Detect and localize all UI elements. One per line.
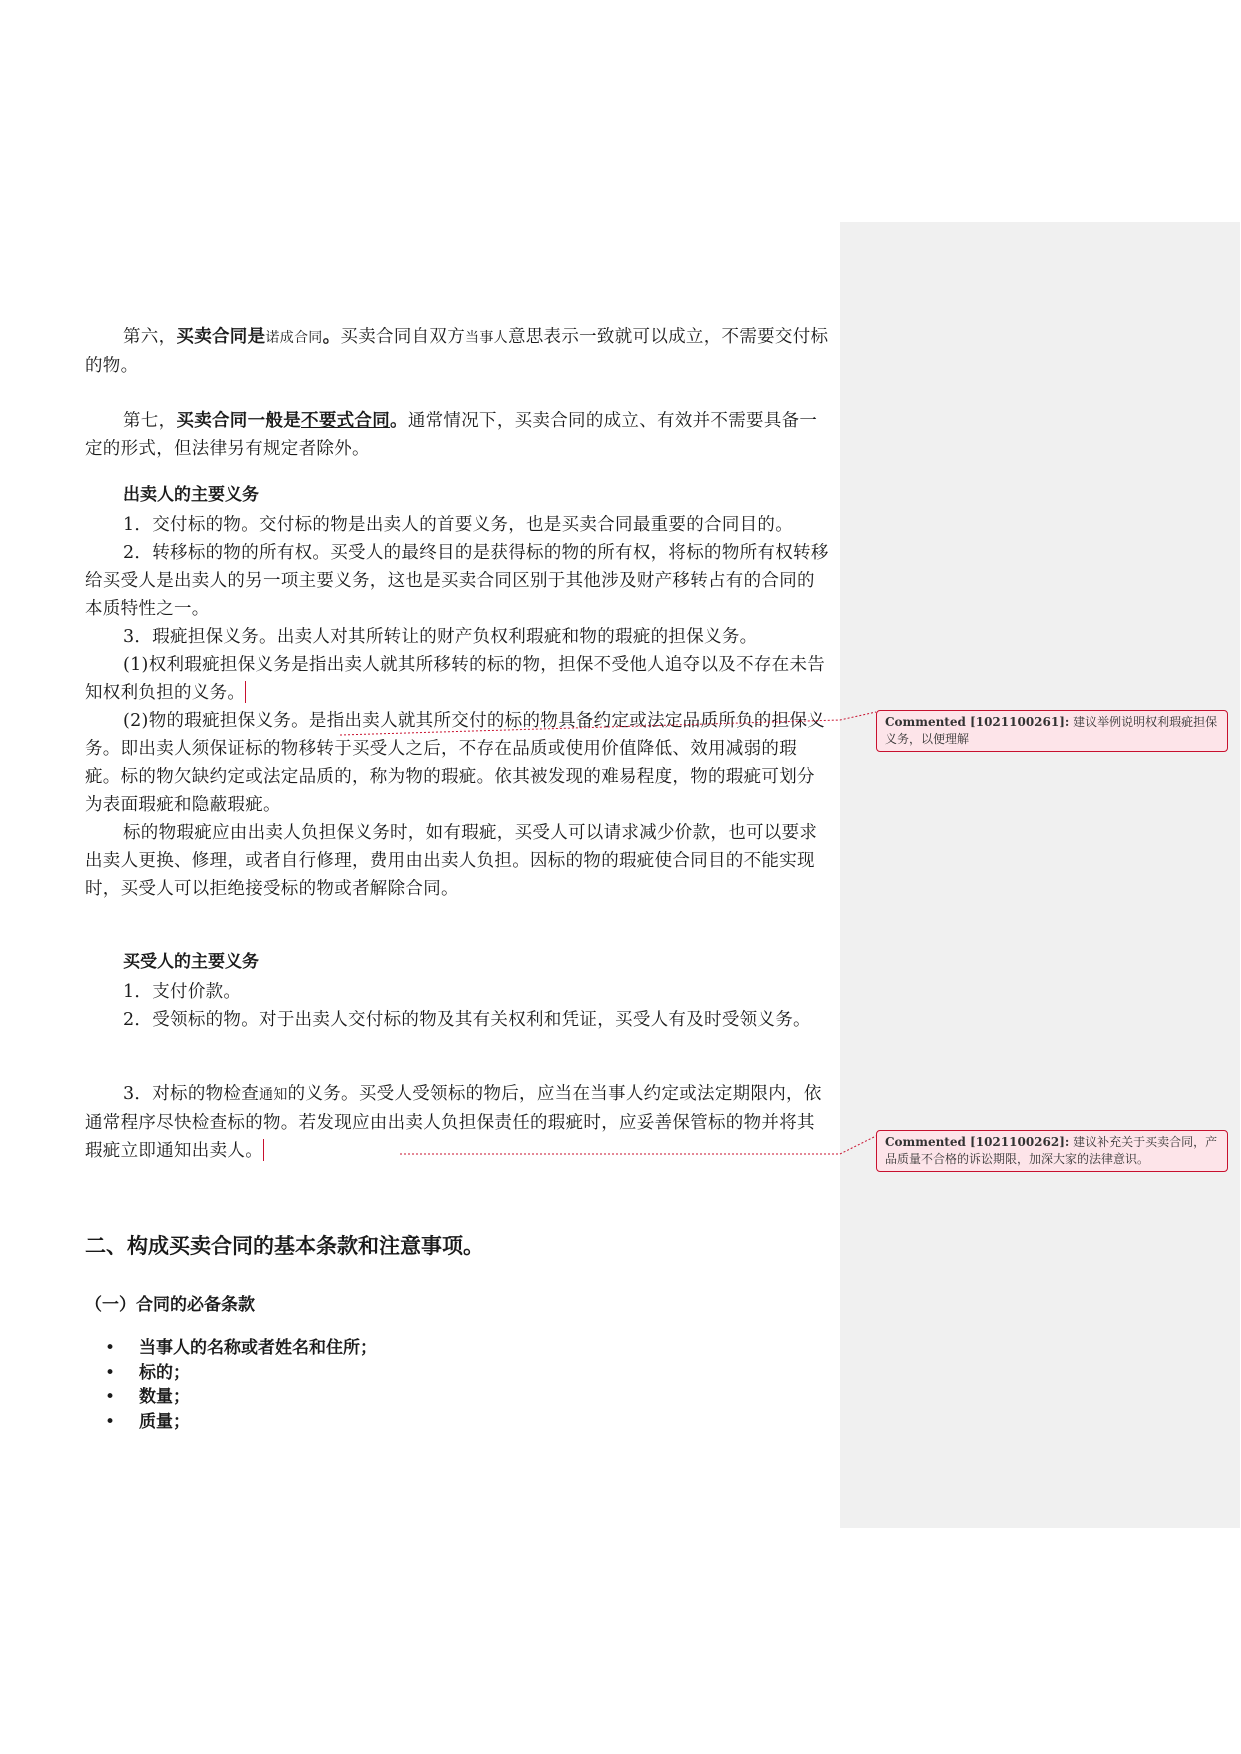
section-subheading: （一）合同的必备条款 (85, 1295, 255, 1315)
comment-1-author: Commented [1021100261]: (885, 715, 1070, 729)
buyer-heading: 买受人的主要义务 (123, 952, 259, 972)
p6-small2: 当事人 (465, 330, 508, 346)
comment-2-author: Commented [1021100262]: (885, 1135, 1070, 1149)
p6-small: 诺成合同 (265, 330, 323, 346)
comment-2-text: 建议补充关于买卖合同，产品质量不合格的诉讼期限，加深大家的法律意识。 (885, 1135, 1218, 1166)
p6-text2: 意思表示一致就可以成立，不需要交付标的物。 (85, 327, 829, 376)
comment-1[interactable] (876, 710, 1228, 752)
p6-bold: 买卖合同是 (176, 327, 266, 347)
p7-bold: 买卖合同一般是 (176, 411, 302, 431)
list-item: • 标的； (105, 1361, 377, 1386)
seller-item-2: 2．转移标的物的所有权。买受人的最终目的是获得标的物的所有权，将标的物所有权转移给买受人是出卖人的另一项主要义务，这也是买卖合同区别于其他涉及财产移转占有的合同的本质特性之一。 (85, 543, 829, 619)
buyer-item-3-b: 的义务。买受人受领标的物后，应当在当事人约定或法定期限内，依通常程序尽快检查标的物。若发现应由出卖人负担保责任的瑕疵时，应妥善保管标的物并将其瑕疵立即通知出卖人。 (85, 1084, 822, 1161)
p6-bold2: 。 (322, 327, 341, 347)
comment-connector-1 (340, 712, 876, 735)
buyer-item-3-small: 通知 (259, 1087, 288, 1103)
p7-text: 通常情况下，买卖合同的成立、有效并不需要具备一定的形式，但法律另有规定者除外。 (85, 411, 818, 459)
seller-item-3a-text: (1)权利瑕疵担保义务是指出卖人就其所移转的标的物，担保不受他人追夺以及不存在未告知权利负担的义务。 (85, 655, 826, 703)
p7-bold2: 。 (390, 411, 408, 431)
p7-underline: 不要式合同 (301, 411, 391, 431)
seller-item-3b: (2)物的瑕疵担保义务。是指出卖人就其所交付的标的物具备约定或法定品质所负的担保义务。即出卖人须保证标的物移转于买受人之后，不存在品质或使用价值降低、效用减弱的瑕疵。标的物欠缺约定或法定品质的，称为物的瑕疵。依其被发现的难易程度，物的瑕疵可划分为表面瑕疵和隐蔽瑕疵。 (85, 711, 826, 815)
buyer-item-1: 1．支付价款。 (123, 982, 242, 1002)
section-heading: 二、构成买卖合同的基本条款和注意事项。 (85, 1234, 484, 1258)
p6-text1: 买卖合同自双方 (340, 327, 466, 347)
bullet-icon: • (105, 1362, 116, 1383)
buyer-item-2: 2．受领标的物。对于出卖人交付标的物及其有关权利和凭证，买受人有及时受领义务。 (123, 1010, 811, 1030)
p6-prefix: 第六， (123, 327, 177, 347)
seller-item-3: 3．瑕疵担保义务。出卖人对其所转让的财产负权利瑕疵和物的瑕疵的担保义务。 (123, 627, 758, 647)
comment-connector-2 (400, 1136, 876, 1154)
list-item: • 数量； (105, 1385, 377, 1410)
p7-prefix: 第七， (123, 411, 177, 431)
list-item: • 质量； (105, 1410, 377, 1435)
bullet-icon: • (105, 1338, 116, 1358)
seller-item-3c: 标的物瑕疵应由出卖人负担保义务时，如有瑕疵，买受人可以请求减少价款，也可以要求出卖人更换、修理，或者自行修理，费用由出卖人负担。因标的物的瑕疵使合同目的不能实现时，买受人可以拒绝接受标的物或者解除合同。 (85, 823, 818, 899)
bullet-icon: • (105, 1387, 116, 1407)
buyer-item-3-a: 3．对标的物检查 (123, 1084, 260, 1104)
comment-2[interactable] (876, 1130, 1228, 1172)
seller-item-1: 1．交付标的物。交付标的物是出卖人的首要义务，也是买卖合同最重要的合同目的。 (123, 515, 794, 535)
seller-heading: 出卖人的主要义务 (123, 485, 259, 505)
comment-1-text: 建议举例说明权利瑕疵担保义务，以便理解 (885, 715, 1218, 746)
bullet-icon: • (105, 1411, 116, 1432)
list-item: • 当事人的名称或者姓名和住所； (105, 1336, 377, 1361)
